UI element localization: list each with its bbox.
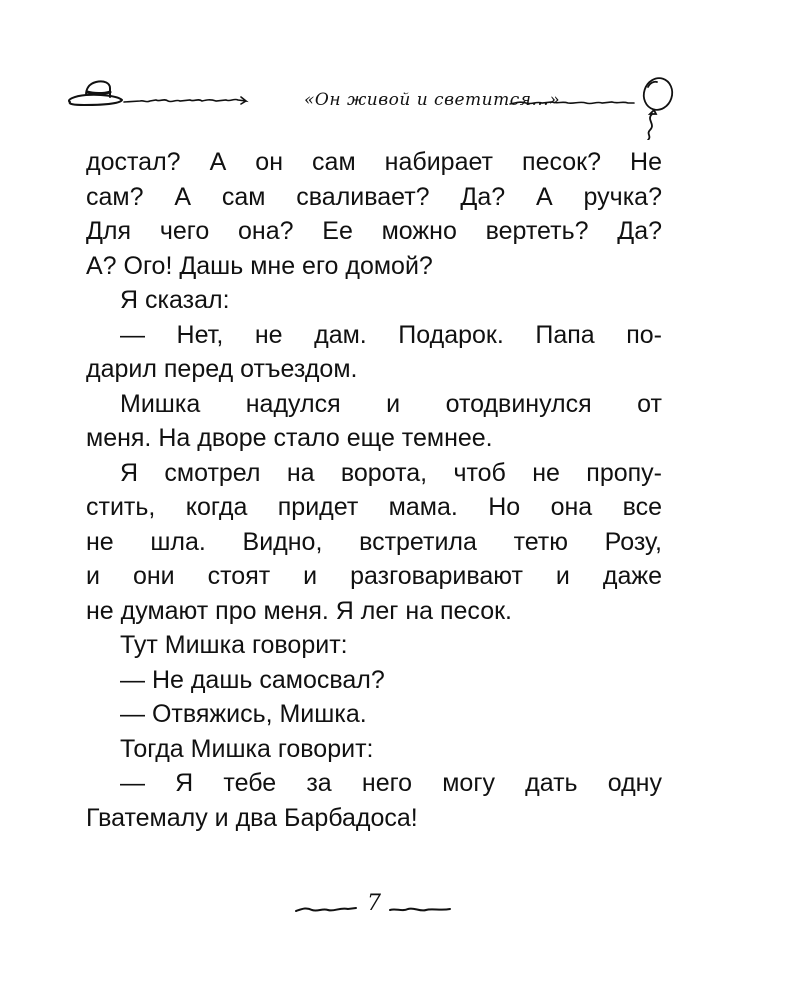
- text-line: Мишка надулся и отодвинулся от: [120, 389, 662, 418]
- text-line: достал? А он сам набирает песок? Не: [86, 148, 662, 176]
- text-line: не думают про меня. Я лег на песок.: [86, 596, 512, 625]
- text-line: А? Ого! Дашь мне его домой?: [86, 251, 433, 280]
- text-line: Тут Мишка говорит:: [120, 631, 348, 659]
- text-line: Тогда Мишка говорит:: [120, 734, 374, 763]
- text-line: и они стоят и разговаривают и даже: [86, 562, 662, 590]
- text-line: стить, когда придет мама. Но она все: [86, 493, 662, 521]
- scribble-line-left: [124, 97, 246, 104]
- text-line: дарил перед отъездом.: [86, 355, 358, 383]
- text-line: сам? А сам сваливает? Да? А ручка?: [86, 182, 662, 211]
- text-line: Я смотрел на ворота, чтоб не пропу-: [120, 458, 662, 487]
- text-line: меня. На дворе стало еще темнее.: [86, 424, 493, 452]
- text-line: не шла. Видно, встретила тетю Розу,: [86, 527, 662, 556]
- running-title: «Он живой и светится...»: [304, 90, 561, 110]
- text-line: Для чего она? Ее можно вертеть? Да?: [86, 217, 662, 245]
- footer-scribble-right: [390, 909, 450, 911]
- text-line: — Не дашь самосвал?: [120, 665, 385, 694]
- hat-icon: [69, 81, 122, 105]
- text-line: — Нет, не дам. Подарок. Папа по-: [120, 320, 662, 349]
- text-line: — Отвяжись, Мишка.: [120, 700, 367, 728]
- running-header: [60, 70, 700, 140]
- page-body-text: [86, 145, 662, 835]
- text-line: — Я тебе за него могу дать одну: [120, 769, 662, 797]
- footer-scribble-left: [296, 908, 356, 911]
- balloon-icon: [640, 74, 677, 140]
- page-number: 7: [367, 891, 381, 916]
- text-line: Гватемалу и два Барбадоса!: [86, 803, 418, 832]
- text-line: Я сказал:: [120, 286, 230, 314]
- page-footer: [290, 885, 460, 925]
